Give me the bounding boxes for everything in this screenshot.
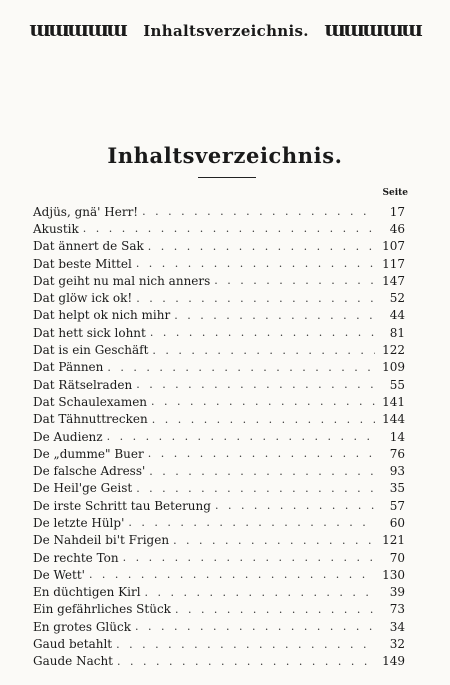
dot-leader bbox=[123, 551, 375, 564]
toc-entry bbox=[33, 359, 405, 376]
toc-entry bbox=[33, 238, 405, 255]
right-ornament-group bbox=[324, 22, 423, 40]
toc-entry bbox=[33, 566, 405, 583]
toc-entry bbox=[33, 324, 405, 341]
toc-entry-page: 107 bbox=[382, 239, 405, 254]
toc-entry-page: 32 bbox=[389, 637, 405, 652]
toc-entry bbox=[33, 341, 405, 358]
toc-entry-title: Dat is ein Geschäft bbox=[33, 343, 149, 358]
dot-leader bbox=[150, 326, 375, 339]
toc-entry-title: Dat hett sick lohnt bbox=[33, 325, 146, 340]
toc-entry-page: 141 bbox=[382, 394, 405, 409]
toc-entry bbox=[33, 635, 405, 652]
toc-entry bbox=[33, 497, 405, 514]
toc-entry-page: 76 bbox=[389, 446, 405, 461]
toc-entry bbox=[33, 514, 405, 531]
toc-entry bbox=[33, 289, 405, 306]
toc-entry-title: Akustik bbox=[33, 221, 79, 236]
ornament-icon: Ɯ bbox=[324, 22, 347, 40]
toc-entry-page: 35 bbox=[389, 481, 405, 496]
dot-leader bbox=[107, 430, 375, 443]
dot-leader bbox=[116, 638, 375, 651]
ornament-icon: Ɯ bbox=[48, 22, 71, 40]
dot-leader bbox=[136, 292, 375, 305]
dot-leader bbox=[173, 534, 375, 547]
toc-entry-title: De „dumme" Buer bbox=[33, 446, 144, 461]
toc-entry-page: 55 bbox=[389, 377, 405, 392]
dot-leader bbox=[136, 378, 375, 391]
toc-entry-page: 46 bbox=[389, 221, 405, 236]
dot-leader bbox=[135, 620, 375, 633]
toc-entry-title: De Wett' bbox=[33, 567, 85, 582]
toc-entry-title: De Audienz bbox=[33, 429, 103, 444]
toc-entry-title: De falsche Adress' bbox=[33, 464, 146, 479]
dot-leader bbox=[128, 516, 375, 529]
left-ornament-group bbox=[29, 22, 128, 40]
dot-leader bbox=[149, 465, 375, 478]
toc-entry bbox=[33, 480, 405, 497]
ornament-icon: Ɯ bbox=[67, 22, 90, 40]
dot-leader bbox=[148, 447, 375, 460]
toc-entry-title: Gaud betahlt bbox=[33, 637, 113, 652]
running-header bbox=[29, 20, 423, 42]
toc-entry-page: 73 bbox=[389, 602, 405, 617]
dot-leader bbox=[117, 655, 375, 668]
toc-entry-page: 122 bbox=[382, 343, 405, 358]
page-title: Inhaltsverzeichnis. bbox=[107, 143, 343, 168]
dot-leader bbox=[145, 586, 375, 599]
ornament-icon: Ɯ bbox=[343, 22, 366, 40]
toc-entry-page: 121 bbox=[382, 533, 405, 548]
toc-entry-title: Dat Tähnuttrecken bbox=[33, 412, 148, 427]
toc-entry-page: 44 bbox=[389, 308, 405, 323]
ornament-icon: Ɯ bbox=[400, 22, 423, 40]
ornament-icon: Ɯ bbox=[86, 22, 109, 40]
ornament-icon: Ɯ bbox=[105, 22, 128, 40]
toc-entry bbox=[33, 203, 405, 220]
dot-leader bbox=[83, 222, 375, 235]
toc-entry-title: De rechte Ton bbox=[33, 550, 119, 565]
toc-entry-page: 117 bbox=[382, 256, 405, 271]
dot-leader bbox=[175, 603, 375, 616]
toc-entry bbox=[33, 445, 405, 462]
dot-leader bbox=[151, 395, 375, 408]
toc-entry bbox=[33, 411, 405, 428]
toc-entry-title: Dat Schaulexamen bbox=[33, 394, 148, 409]
toc-entry bbox=[33, 220, 405, 237]
toc-entry bbox=[33, 428, 405, 445]
toc-entry-page: 144 bbox=[382, 412, 405, 427]
toc-entry bbox=[33, 549, 405, 566]
toc-entry bbox=[33, 584, 405, 601]
dot-leader bbox=[136, 257, 375, 270]
toc-entry-page: 81 bbox=[389, 325, 405, 340]
dot-leader bbox=[152, 413, 375, 426]
toc-entry-page: 93 bbox=[389, 464, 405, 479]
toc-entry-title: Dat Pännen bbox=[33, 360, 104, 375]
toc-entry-title: Dat ännert de Sak bbox=[33, 239, 144, 254]
toc-entry bbox=[33, 393, 405, 410]
dot-leader bbox=[214, 274, 375, 287]
dot-leader bbox=[148, 240, 375, 253]
toc-entry bbox=[33, 618, 405, 635]
toc-entry-page: 57 bbox=[389, 498, 405, 513]
dot-leader bbox=[215, 499, 375, 512]
dot-leader bbox=[174, 309, 375, 322]
toc-entry-title: Adjüs, gnä' Herr! bbox=[33, 204, 139, 219]
toc-entry-page: 52 bbox=[389, 291, 405, 306]
toc-entry-title: De Nahdeil bi't Frigen bbox=[33, 533, 170, 548]
ornament-icon: Ɯ bbox=[362, 22, 385, 40]
toc-entry-title: Ein gefährliches Stück bbox=[33, 602, 171, 617]
toc-entry bbox=[33, 255, 405, 272]
toc-entry-title: En grotes Glück bbox=[33, 619, 131, 634]
toc-entry-page: 34 bbox=[389, 619, 405, 634]
toc-entry-title: Dat helpt ok nich mihr bbox=[33, 308, 171, 323]
toc-entry-page: 109 bbox=[382, 360, 405, 375]
toc-entry-page: 39 bbox=[389, 585, 405, 600]
toc-entry bbox=[33, 653, 405, 670]
toc-entry-title: Dat Rätselraden bbox=[33, 377, 133, 392]
toc-entry-page: 14 bbox=[389, 429, 405, 444]
toc-entry-title: Gaude Nacht bbox=[33, 654, 113, 669]
toc-entry-title: En düchtigen Kirl bbox=[33, 585, 141, 600]
toc-entry-title: Dat glöw ick ok! bbox=[33, 291, 133, 306]
toc-entry bbox=[33, 601, 405, 618]
toc-entry-page: 130 bbox=[382, 567, 405, 582]
toc-entry-title: De Heil'ge Geist bbox=[33, 481, 133, 496]
dot-leader bbox=[89, 568, 375, 581]
header-title: Inhaltsverzeichnis. bbox=[143, 22, 309, 40]
toc-list bbox=[33, 203, 405, 670]
dot-leader bbox=[107, 361, 375, 374]
title-rule bbox=[198, 177, 256, 178]
toc-entry-title: De letzte Hülp' bbox=[33, 515, 125, 530]
toc-entry bbox=[33, 532, 405, 549]
toc-entry bbox=[33, 272, 405, 289]
dot-leader bbox=[136, 482, 375, 495]
toc-entry bbox=[33, 307, 405, 324]
dot-leader bbox=[142, 205, 375, 218]
toc-entry-page: 17 bbox=[389, 204, 405, 219]
toc-entry bbox=[33, 376, 405, 393]
toc-entry-page: 70 bbox=[389, 550, 405, 565]
ornament-icon: Ɯ bbox=[29, 22, 52, 40]
dot-leader bbox=[152, 344, 375, 357]
toc-entry-title: Dat beste Mittel bbox=[33, 256, 132, 271]
ornament-icon: Ɯ bbox=[381, 22, 404, 40]
toc-entry-page: 149 bbox=[382, 654, 405, 669]
toc-entry-page: 60 bbox=[389, 515, 405, 530]
toc-entry-page: 147 bbox=[382, 273, 405, 288]
toc-entry-title: Dat geiht nu mal nich anners bbox=[33, 273, 211, 288]
toc-entry-title: De irste Schritt tau Beterung bbox=[33, 498, 211, 513]
toc-entry bbox=[33, 462, 405, 479]
page-column-label: Seite bbox=[382, 188, 408, 198]
